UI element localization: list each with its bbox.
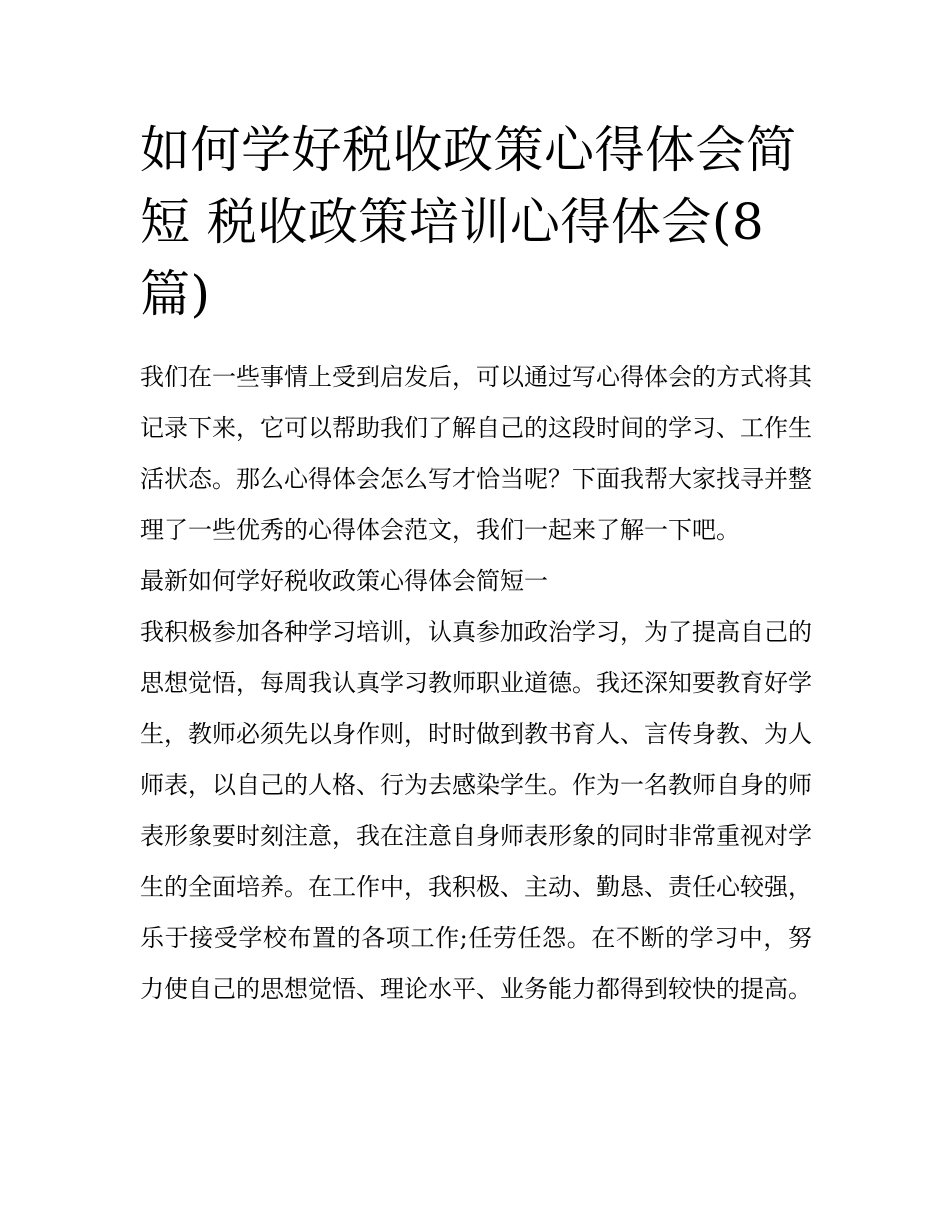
section-heading: 最新如何学好税收政策心得体会简短一 [140,567,548,595]
document-page [140,114,812,1015]
intro-paragraph: 我们在一些事情上受到启发后，可以通过写心得体会的方式将其记录下来，它可以帮助我们了解自己的这段时间的学习、工作生活状态。那么心得体会怎么写才恰当呢？下面我帮大家找寻并整理了一些优秀的心得体会范文，我们一起来了解一下吧。 [140,363,812,544]
document-title: 如何学好税收政策心得体会简短 税收政策培训心得体会(8篇) [140,121,797,323]
section-paragraph: 我积极参加各种学习培训，认真参加政治学习，为了提高自己的思想觉悟，每周我认真学习教师职业道德。我还深知要教育好学生，教师必须先以身作则，时时做到教书育人、言传身教、为人师表，以自己的人格、行为去感染学生。作为一名教师自身的师表形象要时刻注意，我在注意自身师表形象的同时非常重视对学生的全面培养。在工作中，我积极、主动、勤恳、责任心较强，乐于接受学校布置的各项工作;任劳任怨。在不断的学习中，努力使自己的思想觉悟、理论水平、业务能力都得到较快的提高。 [140,618,812,1003]
document-body [140,352,812,1015]
